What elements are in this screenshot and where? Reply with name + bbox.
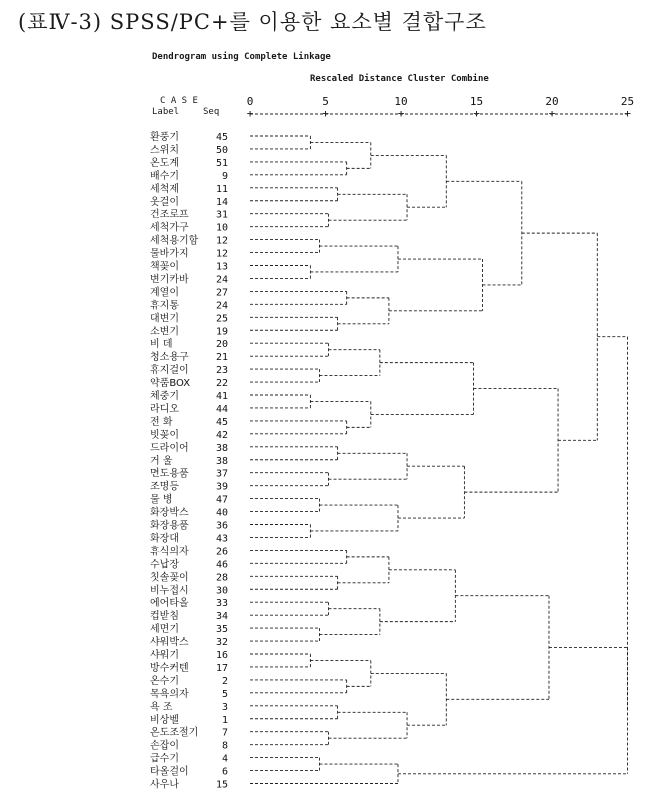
case-seq: 22 [215,378,228,390]
case-label: 옷걸이 [150,196,179,208]
case-label: 목욕의자 [150,688,189,700]
case-seq: 36 [215,520,228,532]
case-seq: 46 [215,559,228,571]
case-label: 전 화 [150,416,173,428]
axis-tick-mark: + [548,107,556,120]
case-seq: 35 [215,624,228,636]
case-seq: 31 [215,209,228,221]
axis-tick-label: 25 [620,95,635,108]
axis-tick-label: 20 [545,95,559,108]
case-seq: 50 [215,144,228,156]
case-seq: 38 [215,455,228,467]
case-seq: 30 [215,585,228,597]
case-seq: 16 [215,650,228,661]
case-label: 휴식의자 [150,546,189,558]
case-label: 온도조절기 [150,727,199,739]
case-seq: 39 [215,481,228,493]
case-label: 화장용품 [150,520,189,532]
case-label: 변기카바 [150,274,189,286]
case-seq: 27 [215,287,228,299]
case-seq: 7 [221,727,228,739]
case-label: 급수기 [150,753,179,765]
case-label: 체중기 [150,391,179,402]
case-label: 거 울 [150,455,173,467]
page-title: (표Ⅳ-3) SPSS/PC+를 이용한 요소별 결합구조 [18,10,487,34]
case-label: 소변기 [150,326,179,338]
case-label: 온도계 [150,157,179,169]
case-seq: 37 [215,468,228,480]
case-label: 비 데 [150,339,173,351]
axis-tick-mark: + [246,107,254,120]
case-label: 청소용구 [150,352,189,364]
case-label: 화장박스 [150,507,189,519]
case-label: 비상벨 [150,714,179,726]
dendrogram-subtitle: Dendrogram using Complete Linkage [152,52,331,62]
case-label: 대변기 [150,313,179,325]
case-seq: 28 [215,572,228,584]
case-label: 방수커텐 [150,662,189,674]
case-label: 타올걸이 [150,766,189,778]
case-label: 에어타올 [150,598,189,610]
case-label: 약품BOX [150,378,191,390]
case-label: 비누접시 [150,585,189,597]
case-seq: 24 [215,274,228,286]
case-label: 조명등 [150,481,179,493]
case-seq: 19 [215,326,228,338]
case-label: 세척제 [150,183,179,195]
case-label: 빗꽂이 [150,429,179,441]
case-seq: 24 [215,300,228,312]
case-seq: 26 [215,546,228,558]
seq-header: Seq [203,107,220,117]
distance-axis-title: Rescaled Distance Cluster Combine [310,74,489,84]
case-label: 세면기 [150,624,179,636]
case-seq: 2 [221,675,228,687]
case-seq: 20 [215,339,228,351]
case-seq: 11 [215,183,228,195]
case-seq: 32 [215,637,228,649]
axis-tick-mark: + [322,107,329,120]
case-label: 책꽂이 [150,261,179,273]
case-seq: 5 [221,688,228,700]
case-seq: 3 [221,701,228,713]
case-label: 물바가지 [150,248,189,260]
case-seq: 41 [215,391,228,402]
case-seq: 33 [215,598,228,610]
axis-tick-label: 15 [469,95,484,108]
case-label: 세척용기함 [150,235,199,247]
case-label: 샤워기 [150,650,179,661]
case-seq: 8 [221,740,228,752]
axis-tick-label: 0 [246,95,254,108]
case-label: 세척가구 [150,222,189,234]
case-seq: 12 [215,248,228,260]
case-seq: 40 [215,507,228,519]
axis-tick-mark: + [397,107,405,120]
case-label: 건조로프 [150,209,189,221]
axis-tick-label: 5 [322,95,329,108]
case-seq: 34 [215,611,228,623]
case-seq: 38 [215,442,228,454]
case-label: 드라이어 [150,442,189,454]
case-label: 사우나 [150,779,179,791]
case-label: 계열이 [150,287,179,299]
case-seq: 42 [215,429,228,441]
case-label: 휴지통 [150,300,179,312]
case-label: 손잡이 [150,740,179,752]
case-label: 면도용품 [150,468,189,480]
axis-tick-label: 10 [394,95,408,108]
case-label: 욕 조 [150,701,173,713]
axis-tick-mark: + [473,107,480,120]
case-label: 라디오 [150,403,179,415]
case-seq: 51 [215,157,228,169]
case-label: 컵받침 [150,611,179,623]
case-header: C A S E [160,96,198,106]
case-label: 스위치 [150,144,179,156]
case-label: 온수기 [150,675,179,687]
case-seq: 17 [215,662,228,674]
case-seq: 23 [215,365,228,377]
case-seq: 25 [215,313,228,325]
case-seq: 14 [215,196,228,208]
case-label: 배수기 [150,170,179,182]
case-seq: 1 [221,714,228,726]
case-seq: 6 [221,766,228,778]
case-seq: 15 [215,779,228,791]
case-label: 화장대 [150,533,179,545]
case-seq: 13 [215,261,228,273]
case-seq: 45 [215,132,228,143]
case-seq: 9 [221,170,228,182]
case-seq: 47 [215,494,228,506]
case-label: 샤워박스 [150,637,189,649]
case-seq: 21 [215,352,228,364]
case-seq: 45 [215,416,228,428]
label-header: Label [152,107,180,117]
case-seq: 10 [215,222,228,234]
case-seq: 44 [215,403,228,415]
case-label: 수납장 [150,559,179,571]
case-label: 환풍기 [150,132,179,143]
case-label: 물 병 [150,494,173,506]
case-label: 휴지걸이 [150,365,189,377]
axis-tick-mark: + [624,107,631,120]
case-seq: 12 [215,235,228,247]
case-seq: 43 [215,533,228,545]
case-label: 칫솔꽂이 [150,572,189,584]
case-seq: 4 [221,753,228,765]
